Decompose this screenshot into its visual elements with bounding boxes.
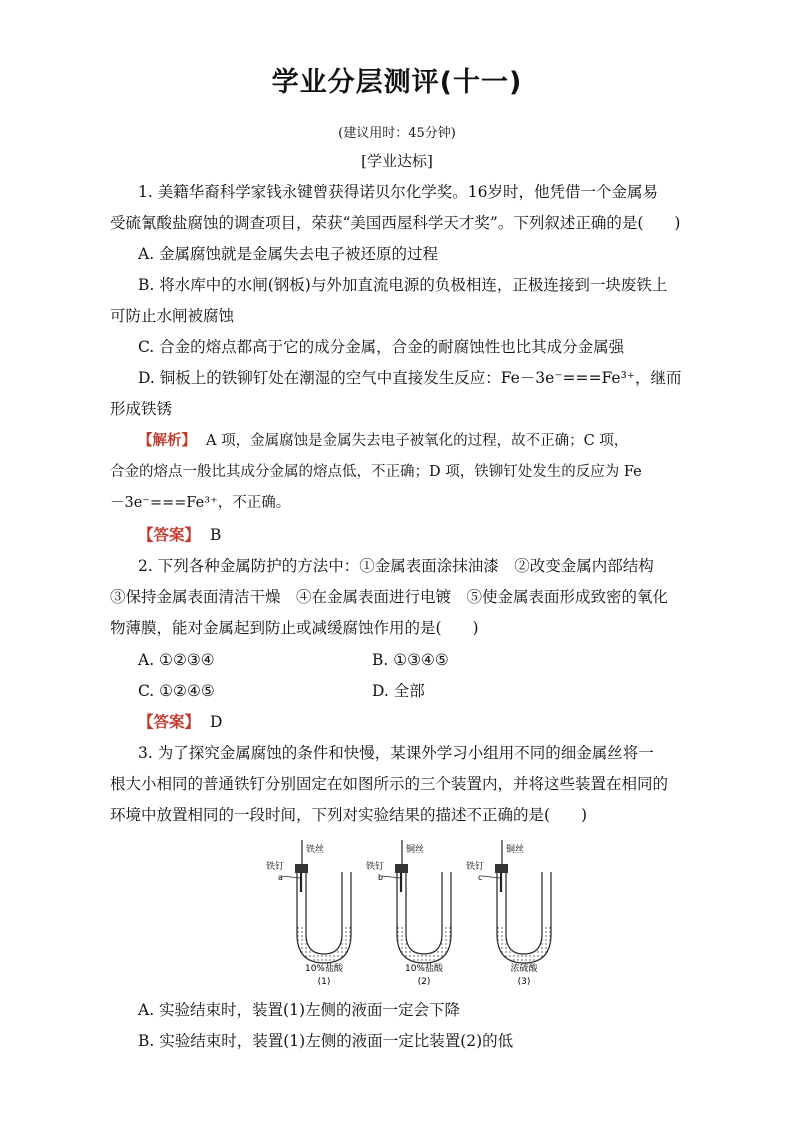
device-number: (3) xyxy=(517,977,531,987)
time-note: (建议用时：45分钟) xyxy=(338,126,456,141)
q2-answer xyxy=(138,712,222,732)
q1-analysis-line2: 合金的熔点一般比其成分金属的熔点低，不正确；D 项，铁铆钉处发生的反应为 Fe xyxy=(110,464,642,480)
liquid-label: 10%盐酸 xyxy=(404,964,444,974)
u-tube-figure xyxy=(260,838,560,990)
wire-label: 铜丝 xyxy=(506,845,525,855)
stopper xyxy=(295,864,308,873)
q1-analysis-text1: A 项，金属腐蚀是金属失去电子被氧化的过程，故不正确；C 项， xyxy=(206,433,629,449)
q1-option-a: A. 金属腐蚀就是金属失去电子被还原的过程 xyxy=(138,245,439,263)
nail-label: 铁钉 xyxy=(366,862,385,872)
device-1 xyxy=(266,840,351,987)
wire-label: 铁丝 xyxy=(306,845,325,855)
answer-tag: 【答案】 xyxy=(138,525,201,544)
liquid-label: 10%盐酸 xyxy=(304,964,344,974)
q1-stem-line2: 受硫氰酸盐腐蚀的调查项目，荣获“美国西屋科学天才奖”。下列叙述正确的是( ) xyxy=(110,214,681,232)
q1-option-c: C. 合金的熔点都高于它的成分金属，合金的耐腐蚀性也比其成分金属强 xyxy=(138,338,625,356)
device-3 xyxy=(466,840,551,987)
q2-option-b: B. ①③④⑤ xyxy=(372,651,449,669)
q3-stem-line1: 3. 为了探究金属腐蚀的条件和快慢，某课外学习小组用不同的细金属丝将一 xyxy=(138,744,654,762)
answer-tag: 【答案】 xyxy=(138,712,201,731)
stopper xyxy=(395,864,408,873)
nail-mark: a xyxy=(278,873,283,882)
q2-option-a: A. ①②③④ xyxy=(138,651,215,669)
analysis-tag: 【解析】 xyxy=(138,432,196,449)
nail-mark: b xyxy=(378,873,384,882)
q2-stem-line1: 2. 下列各种金属防护的方法中：①金属表面涂抹油漆 ②改变金属内部结构 xyxy=(138,557,654,575)
q1-stem-line1: 1. 美籍华裔科学家钱永键曾获得诺贝尔化学奖。16岁时，他凭借一个金属易 xyxy=(138,183,658,201)
q2-option-d: D. 全部 xyxy=(372,682,425,700)
q1-analysis-line3: －3e⁻===Fe³⁺，不正确。 xyxy=(110,495,291,511)
stopper xyxy=(495,864,508,873)
q1-answer-value: B xyxy=(210,526,222,544)
q1-answer xyxy=(138,525,221,545)
wire-label: 铜丝 xyxy=(406,845,425,855)
nail-mark: c xyxy=(478,873,483,882)
q1-option-d-line1: D. 铜板上的铁铆钉处在潮湿的空气中直接发生反应：Fe－3e⁻===Fe³⁺，继而 xyxy=(138,369,682,387)
q3-stem-line2: 根大小相同的普通铁钉分别固定在如图所示的三个装置内，并将这些装置在相同的 xyxy=(110,775,669,793)
q2-stem-line3: 物薄膜，能对金属起到防止或减缓腐蚀作用的是( ) xyxy=(110,619,479,637)
device-number: (2) xyxy=(417,977,431,987)
q1-analysis-line1 xyxy=(138,431,628,451)
q3-option-b: B. 实验结束时，装置(1)左侧的液面一定比装置(2)的低 xyxy=(138,1032,514,1050)
q2-stem-line2: ③保持金属表面清洁干燥 ④在金属表面进行电镀 ⑤使金属表面形成致密的氧化 xyxy=(110,588,669,606)
q1-option-d-line2: 形成铁锈 xyxy=(110,400,173,418)
nail-label: 铁钉 xyxy=(466,862,485,872)
device-2 xyxy=(366,840,451,987)
section-heading: [学业达标] xyxy=(361,152,433,170)
liquid-label: 浓硫酸 xyxy=(510,964,538,974)
q3-stem-line3: 环境中放置相同的一段时间，下列对实验结果的描述不正确的是( ) xyxy=(110,806,588,824)
q3-option-a: A. 实验结束时，装置(1)左侧的液面一定会下降 xyxy=(138,1001,461,1019)
q2-option-c: C. ①②④⑤ xyxy=(138,682,215,700)
q1-option-b-line1: B. 将水库中的水闸(钢板)与外加直流电源的负极相连，正极连接到一块废铁上 xyxy=(138,276,668,294)
nail-label: 铁钉 xyxy=(266,862,285,872)
device-number: (1) xyxy=(317,977,331,987)
page-title: 学业分层测评(十一) xyxy=(271,67,523,98)
q1-option-b-line2: 可防止水闸被腐蚀 xyxy=(110,307,235,325)
q2-answer-value: D xyxy=(210,713,223,731)
